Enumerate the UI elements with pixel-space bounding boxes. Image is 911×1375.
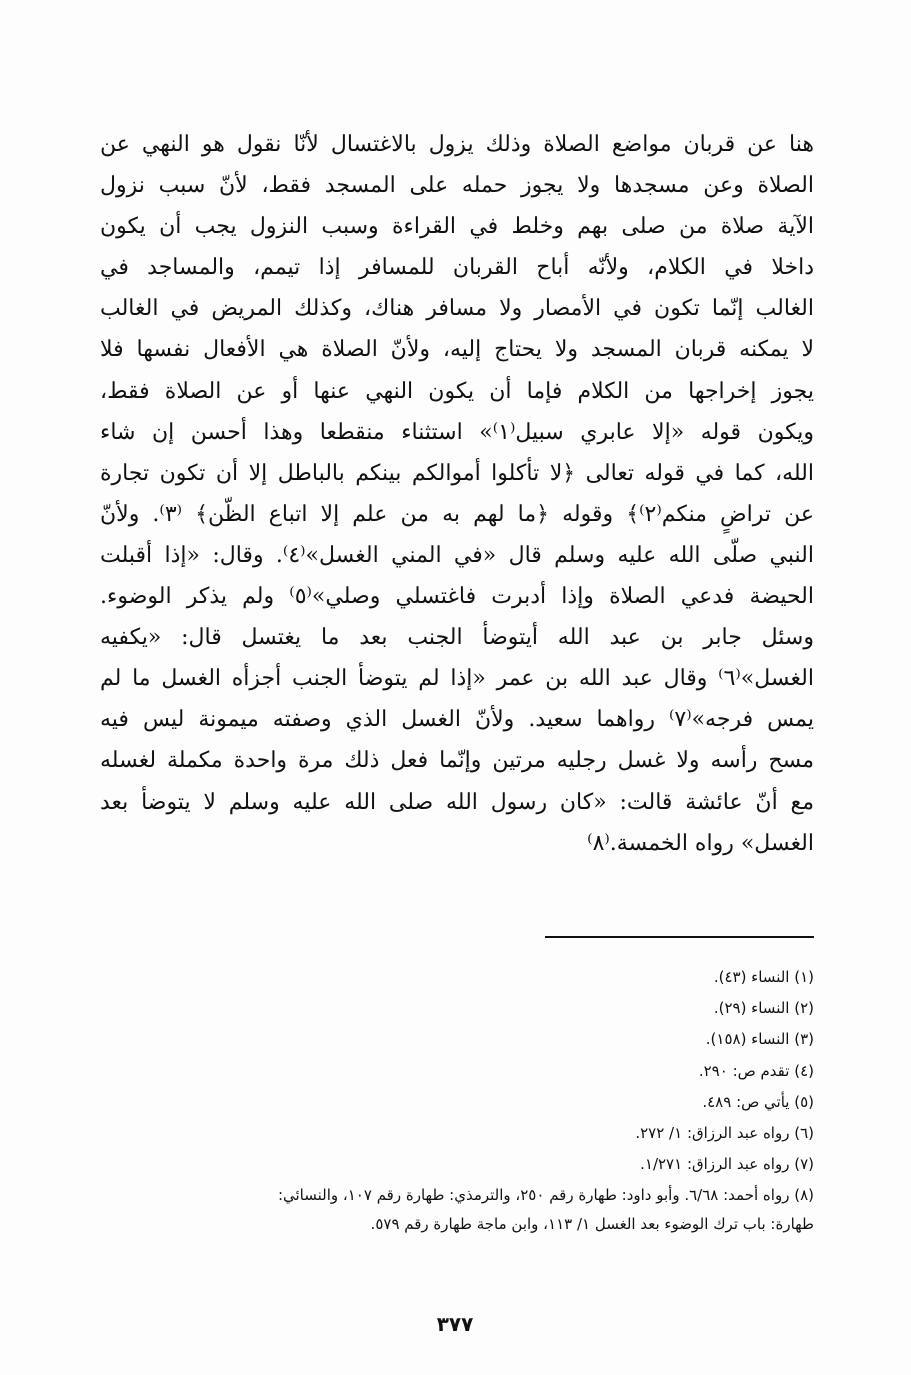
text-line: الله، كما في قوله تعالى ﴿لا تأكلوا أموالكم بينكم بالباطل إلا أن تكون تجارة	[100, 460, 814, 486]
text-line: لا يمكنه قربان المسجد ولا يحتاج إليه، ولأنّ الصلاة هي الأفعال نفسها فلا	[100, 337, 814, 363]
page-number: ٣٧٧	[436, 1312, 474, 1336]
text-line: الغالب إنّما تكون في الأمصار ولا مسافر هناك، وكذلك المريض في الغالب	[100, 296, 814, 322]
text-line: ويكون قوله «إلا عابري سبيل⁽١⁾» استثناء منقطعا وهذا أحسن إن شاء	[100, 419, 814, 445]
footnote-item: (٤) تقدم ص: ٢٩٠.	[698, 1061, 814, 1080]
footnote-item: (٢) النساء (٢٩).	[713, 999, 814, 1018]
text-line: الغسل»⁽٦⁾ وقال عبد الله بن عمر «إذا لم يتوضأ الجنب أجزأه الغسل ما لم	[100, 666, 814, 692]
text-line: يمس فرجه»⁽٧⁾ رواهما سعيد. ولأنّ الغسل الذي وصفته ميمونة ليس فيه	[100, 707, 814, 733]
text-line: الصلاة وعن مسجدها ولا يجوز حمله على المسجد فقط، لأنّ سبب نزول	[100, 173, 814, 199]
text-line: هنا عن قربان مواضع الصلاة وذلك يزول بالاغتسال لأنّا نقول هو النهي عن	[100, 132, 814, 157]
footnote-item: (٧) رواه عبد الرزاق: ١/٢٧١.	[640, 1155, 814, 1174]
footnote-item: (٦) رواه عبد الرزاق: ١/ ٢٧٢.	[635, 1124, 814, 1143]
text-line: وسئل جابر بن عبد الله أيتوضأ الجنب بعد ما يغتسل قال: «يكفيه	[100, 625, 814, 651]
footnote-item: (٨) رواه أحمد: ٦/٦٨. وأبو داود: طهارة رقم ٢٥٠، والترمذي: طهارة رقم ١٠٧، والنسائي:	[277, 1186, 814, 1205]
footnote-continuation: طهارة: باب ترك الوضوء بعد الغسل ١/ ١١٣، وابن ماجة طهارة رقم ٥٧٩.	[370, 1214, 814, 1233]
text-line: يجوز إخراجها من الكلام فإما أن يكون النهي عنها أو عن الصلاة فقط،	[100, 378, 814, 404]
text-line: داخلا في الكلام، ولأنّه أباح القربان للمسافر إذا تيمم، والمساجد في	[100, 255, 814, 281]
footnote-item: (٣) النساء (١٥٨).	[705, 1030, 814, 1049]
footnote-item: (٥) يأتي ص: ٤٨٩.	[702, 1092, 814, 1111]
text-line: مع أنّ عائشة قالت: «كان رسول الله صلى الله عليه وسلم لا يتوضأ بعد	[100, 789, 814, 815]
footnote-item: (١) النساء (٤٣).	[713, 968, 814, 986]
text-line: الحيضة فدعي الصلاة وإذا أدبرت فاغتسلي وصلي»⁽٥⁾ ولم يذكر الوضوء.	[100, 584, 814, 610]
text-line: عن تراضٍ منكم⁽٢⁾﴾ وقوله ﴿ما لهم به من علم إلا اتباع الظّن﴾ ⁽٣⁾. ولأنّ	[100, 501, 814, 527]
footnote-separator	[545, 936, 814, 938]
footnotes-block	[100, 962, 814, 1236]
text-line: الغسل» رواه الخمسة.⁽٨⁾	[587, 830, 814, 856]
text-line: مسح رأسه ولا غسل رجليه مرتين وإنّما فعل ذلك مرة واحدة مكملة لغسله	[100, 748, 814, 774]
text-line: النبي صلّى الله عليه وسلم قال «في المني الغسل»⁽٤⁾. وقال: «إذا أقبلت	[100, 542, 814, 568]
text-line: الآية صلاة من صلى بهم وخلط في القراءة وسبب النزول يجب أن يكون	[100, 214, 814, 240]
main-text-block	[100, 124, 814, 864]
